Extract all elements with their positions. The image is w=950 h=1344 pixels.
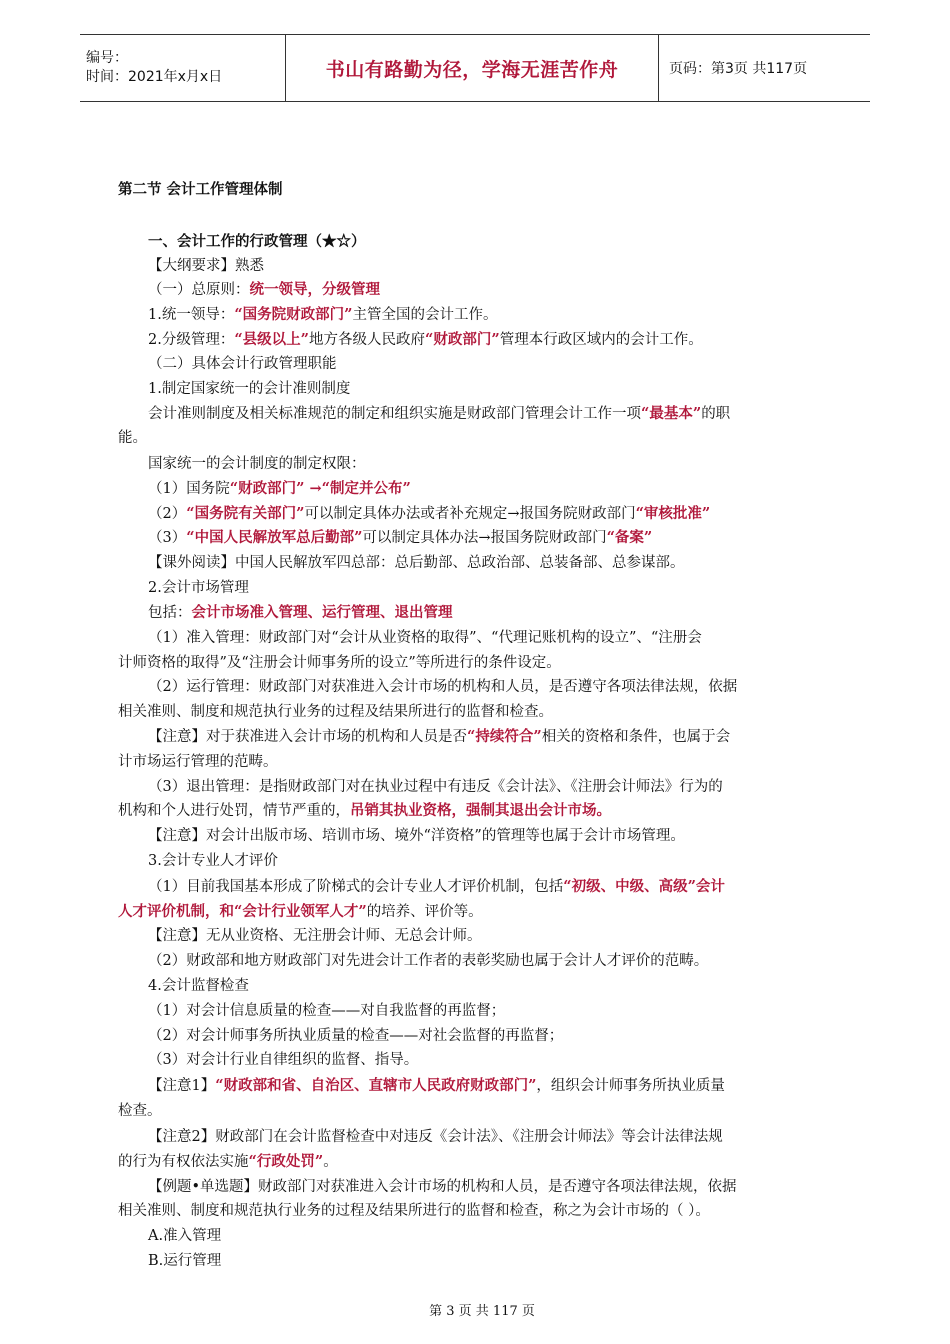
- paragraph: （3）退出管理：是指财政部门对在执业过程中有违反《会计法》、《注册会计师法》行为的: [148, 779, 723, 795]
- text: （3）: [148, 530, 187, 546]
- page-header: [80, 34, 870, 102]
- text: 【注意】对于获准进入会计市场的机构和人员是否: [148, 729, 467, 745]
- text: 管理本行政区域内的会计工作。: [499, 332, 703, 348]
- paragraph: [118, 902, 483, 922]
- text: 地方各级人民政府: [309, 332, 426, 348]
- text: （2）: [148, 506, 187, 522]
- section-title: 第二节 会计工作管理体制: [118, 182, 283, 198]
- paragraph: [118, 1152, 338, 1172]
- paragraph: 相关准则、制度和规范执行业务的过程及结果所进行的监督和检查。: [118, 704, 553, 720]
- text: 主管全国的会计工作。: [352, 307, 498, 323]
- highlight-text: 会计市场准入管理、运行管理、退出管理: [191, 604, 453, 621]
- paragraph: （1）准入管理：财政部门对“会计从业资格的取得”、“代理记账机构的设立”、“注册会: [148, 630, 702, 646]
- example-question-cont: 相关准则、制度和规范执行业务的过程及结果所进行的监督和检查，称之为会计市场的（ ）。: [118, 1203, 710, 1219]
- paragraph: [148, 727, 730, 747]
- text: ，组织会计师事务所执业质量: [536, 1078, 725, 1094]
- text: 包括：: [148, 605, 192, 621]
- paragraph: 【注意】对会计出版市场、培训市场、境外“洋资格”的管理等也属于会计市场管理。: [148, 828, 685, 844]
- text: 的培养、评价等。: [366, 904, 483, 920]
- text: 1.统一领导：: [148, 307, 235, 323]
- footer-page-number: 第 3 页 共 117 页: [429, 1304, 535, 1319]
- paragraph: 检查。: [118, 1103, 162, 1119]
- paragraph: 1.制定国家统一的会计准则制度: [148, 381, 351, 397]
- paragraph: （二）具体会计行政管理职能: [148, 356, 337, 372]
- highlight-text: “备案”: [606, 529, 653, 546]
- paragraph: [118, 801, 611, 821]
- header-page-number: 页码：第3页 共117页: [669, 61, 808, 77]
- highlight-text: “持续符合”: [467, 728, 542, 745]
- text: （1）国务院: [148, 481, 230, 497]
- highlight-text: “行政处罚”: [248, 1153, 324, 1170]
- text: 的职: [701, 406, 731, 422]
- paragraph: 【注意2】财政部门在会计监督检查中对违反《会计法》、《注册会计师法》等会计法律法规: [148, 1129, 723, 1145]
- highlight-text: “国务院有关部门”: [186, 505, 305, 522]
- text: 的行为有权依法实施: [118, 1154, 249, 1170]
- paragraph: [148, 280, 380, 300]
- text: 可以制定具体办法或者补充规定→报国务院财政部门: [304, 506, 636, 522]
- paragraph: 【注意】无从业资格、无注册会计师、无总会计师。: [148, 928, 482, 944]
- header-date: 时间：2021年x月x日: [86, 69, 223, 85]
- page-footer: [0, 1300, 950, 1319]
- paragraph: 【大纲要求】熟悉: [148, 258, 264, 274]
- highlight-text: “最基本”: [641, 405, 702, 422]
- paragraph: 3.会计专业人才评价: [148, 853, 278, 869]
- paragraph: [148, 1076, 725, 1096]
- paragraph: 能。: [118, 430, 147, 446]
- paragraph: 4.会计监督检查: [148, 978, 249, 994]
- paragraph: [148, 504, 710, 524]
- paragraph: [148, 479, 411, 499]
- text: 。: [323, 1154, 338, 1170]
- text: 可以制定具体办法→报国务院财政部门: [362, 530, 607, 546]
- highlight-text: “财政部门”: [425, 331, 500, 348]
- paragraph: 计师资格的取得”及“注册会计师事务所的设立”等所进行的条件设定。: [118, 655, 561, 671]
- option-a: A.准入管理: [148, 1228, 222, 1244]
- highlight-text: “中国人民解放军总后勤部”: [186, 529, 363, 546]
- paragraph: [148, 404, 730, 424]
- text: 相关的资格和条件，也属于会: [541, 729, 731, 745]
- text: 机构和个人进行处罚，情节严重的，: [118, 803, 350, 819]
- text: 【注意1】: [148, 1078, 216, 1094]
- highlight-text: 人才评价机制，和“会计行业领军人才”: [118, 903, 367, 920]
- highlight-text: “初级、中级、高级”会计: [563, 878, 725, 895]
- paragraph: [148, 877, 725, 897]
- paragraph: （3）对会计行业自律组织的监督、指导。: [148, 1052, 419, 1068]
- text: （1）目前我国基本形成了阶梯式的会计专业人才评价机制，包括: [148, 879, 564, 895]
- header-meta: [80, 35, 286, 102]
- text: 会计准则制度及相关标准规范的制定和组织实施是财政部门管理会计工作一项: [148, 406, 641, 422]
- highlight-text: 吊销其执业资格，强制其退出会计市场。: [350, 802, 611, 819]
- paragraph: 计市场运行管理的范畴。: [118, 754, 278, 770]
- paragraph: 国家统一的会计制度的制定权限：: [148, 456, 366, 472]
- paragraph: 2.会计市场管理: [148, 580, 249, 596]
- header-motto: 书山有路勤为径，学海无涯苦作舟: [286, 35, 659, 102]
- paragraph: [148, 330, 703, 350]
- highlight-text: “国务院财政部门”: [234, 306, 353, 323]
- paragraph: [148, 305, 498, 325]
- text: 2.分级管理：: [148, 332, 235, 348]
- option-b: B.运行管理: [148, 1253, 222, 1269]
- paragraph: （2）对会计师事务所执业质量的检查——对社会监督的再监督；: [148, 1028, 564, 1044]
- header-id: 编号：: [86, 50, 128, 66]
- paragraph: （2）运行管理：财政部门对获准进入会计市场的机构和人员，是否遵守各项法律法规，依据: [148, 679, 738, 695]
- highlight-text: “财政部门” →“制定并公布”: [229, 480, 411, 497]
- highlight-text: “财政部和省、自治区、直辖市人民政府财政部门”: [215, 1077, 537, 1094]
- paragraph: [148, 603, 453, 623]
- paragraph: 【课外阅读】中国人民解放军四总部：总后勤部、总政治部、总装备部、总参谋部。: [148, 555, 685, 571]
- paragraph: [148, 528, 652, 548]
- highlight-text: “审核批准”: [635, 505, 711, 522]
- highlight-text: 统一领导，分级管理: [249, 281, 380, 298]
- paragraph: （2）财政部和地方财政部门对先进会计工作者的表彰奖励也属于会计人才评价的范畴。: [148, 953, 709, 969]
- text: （一）总原则：: [148, 282, 250, 298]
- highlight-text: “县级以上”: [234, 331, 310, 348]
- paragraph: （1）对会计信息质量的检查——对自我监督的再监督；: [148, 1003, 506, 1019]
- heading-admin-management: 一、会计工作的行政管理（★☆）: [148, 233, 366, 250]
- example-question: 【例题•单选题】财政部门对获准进入会计市场的机构和人员，是否遵守各项法律法规，依据: [148, 1179, 737, 1195]
